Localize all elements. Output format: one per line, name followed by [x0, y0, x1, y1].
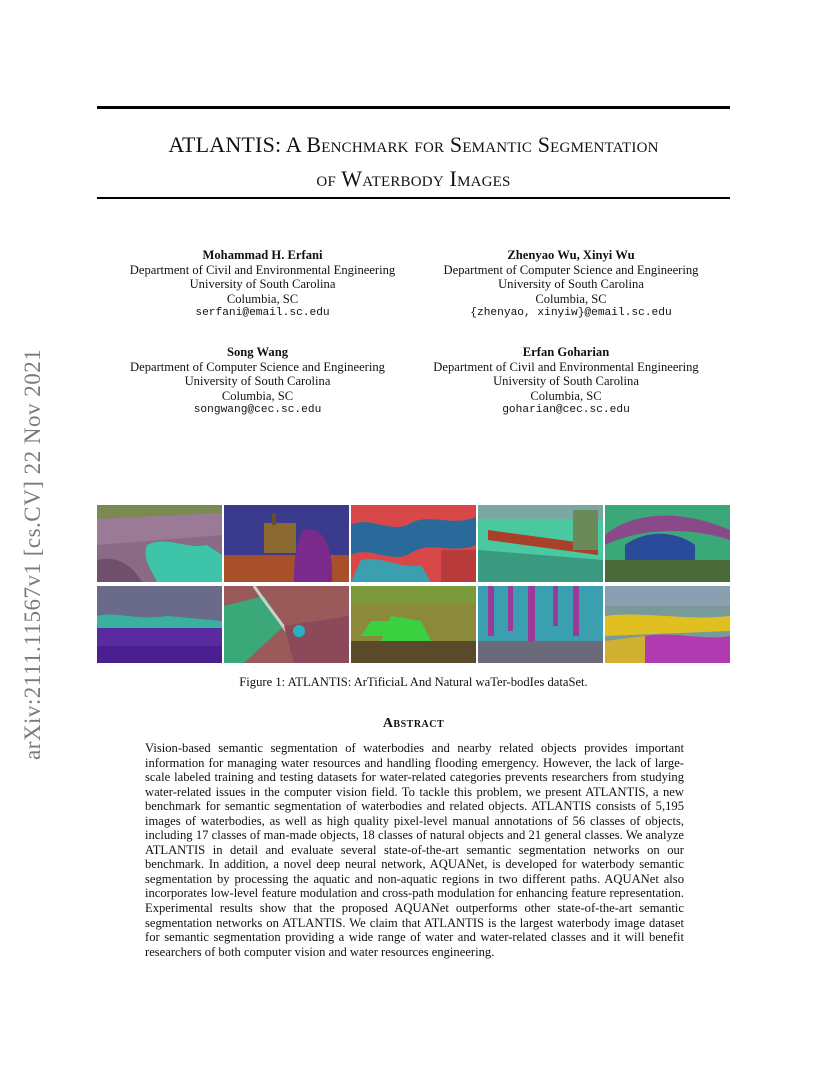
author-name: Mohammad H. Erfani — [202, 248, 323, 262]
author-name: Erfan Goharian — [522, 345, 610, 359]
author-location: Columbia, SC — [221, 388, 294, 403]
figure-segmentation-grid — [97, 505, 730, 663]
author-location: Columbia, SC — [226, 291, 299, 306]
segmentation-image — [351, 586, 476, 663]
author-university: University of South Carolina — [493, 374, 639, 389]
title-rule-top — [97, 106, 730, 109]
author-block — [428, 248, 714, 321]
segmentation-image — [97, 586, 222, 663]
title-line-1: ATLANTIS: A Benchmark for Semantic Segmentation — [168, 132, 659, 157]
segmentation-image — [351, 505, 476, 582]
segmentation-image — [605, 586, 730, 663]
author-name: Zhenyao Wu, Xinyi Wu — [507, 248, 635, 262]
author-email: songwang@cec.sc.edu — [193, 404, 322, 417]
author-name: Song Wang — [226, 345, 289, 359]
figure-caption: Figure 1: ATLANTIS: ArTificiaL And Natural waTer-bodIes dataSet. — [239, 675, 588, 689]
author-block — [115, 345, 400, 418]
segmentation-image — [605, 505, 730, 582]
author-university: University of South Carolina — [498, 277, 644, 292]
author-block — [418, 345, 714, 418]
paper-title — [97, 128, 730, 196]
author-email: {zhenyao, xinyiw}@email.sc.edu — [470, 307, 672, 320]
segmentation-image — [224, 505, 349, 582]
author-department: Department of Civil and Environmental Engineering — [433, 359, 699, 374]
arxiv-stamp: arXiv:2111.11567v1 [cs.CV] 22 Nov 2021 — [20, 348, 45, 760]
segmentation-image — [478, 586, 603, 663]
abstract-heading: Abstract — [382, 716, 445, 731]
author-location: Columbia, SC — [530, 388, 602, 403]
title-rule-bottom — [97, 197, 730, 199]
author-university: University of South Carolina — [189, 277, 336, 292]
author-department: Department of Civil and Environmental Engineering — [129, 262, 396, 277]
segmentation-image — [224, 586, 349, 663]
author-department: Department of Computer Science and Engineering — [130, 359, 385, 374]
abstract-text: Vision-based semantic segmentation of waterbodies and nearby related objects provides important information for managing water resources and handling flooding emergency. However, the lack of large-scale labeled training and testing datasets for water-related categories prevents researchers from studying water-related issues in the computer vision field. To tackle this problem, we present ATLANTIS, a new benchmark for semantic segmentation of waterbodies and related objects. ATLANTIS consists of 5,195 images of waterbodies, as well as high quality pixel-level manual annotations of 56 classes of objects, including 17 classes of man-made objects, 18 classes of natural objects and 21 general classes. We analyze ATLANTIS in detail and evaluate several state-of-the-art semantic segmentation networks on our benchmark. In addition, a novel deep neural network, AQUANet, is developed for waterbody semantic segmentation by processing the aquatic and non-aquatic regions in two different paths. AQUANet also incorporates low-level feature modulation and cross-path modulation for enhancing feature representation. Experimental results show that the proposed AQUANet outperforms other state-of-the-art semantic segmentation networks on ATLANTIS. We claim that ATLANTIS is the largest waterbody image dataset for semantic segmentation providing a wide range of water and water-related classes and it will benefit researchers of both computer vision and water resources engineering. — [145, 741, 684, 959]
author-department: Department of Computer Science and Engineering — [443, 262, 699, 277]
author-block — [115, 248, 410, 321]
author-location: Columbia, SC — [535, 291, 607, 306]
author-email: serfani@email.sc.edu — [195, 307, 330, 320]
author-university: University of South Carolina — [184, 374, 331, 389]
title-line-2: of Waterbody Images — [316, 166, 511, 191]
author-email: goharian@cec.sc.edu — [502, 404, 630, 417]
segmentation-image — [478, 505, 603, 582]
segmentation-image — [97, 505, 222, 582]
